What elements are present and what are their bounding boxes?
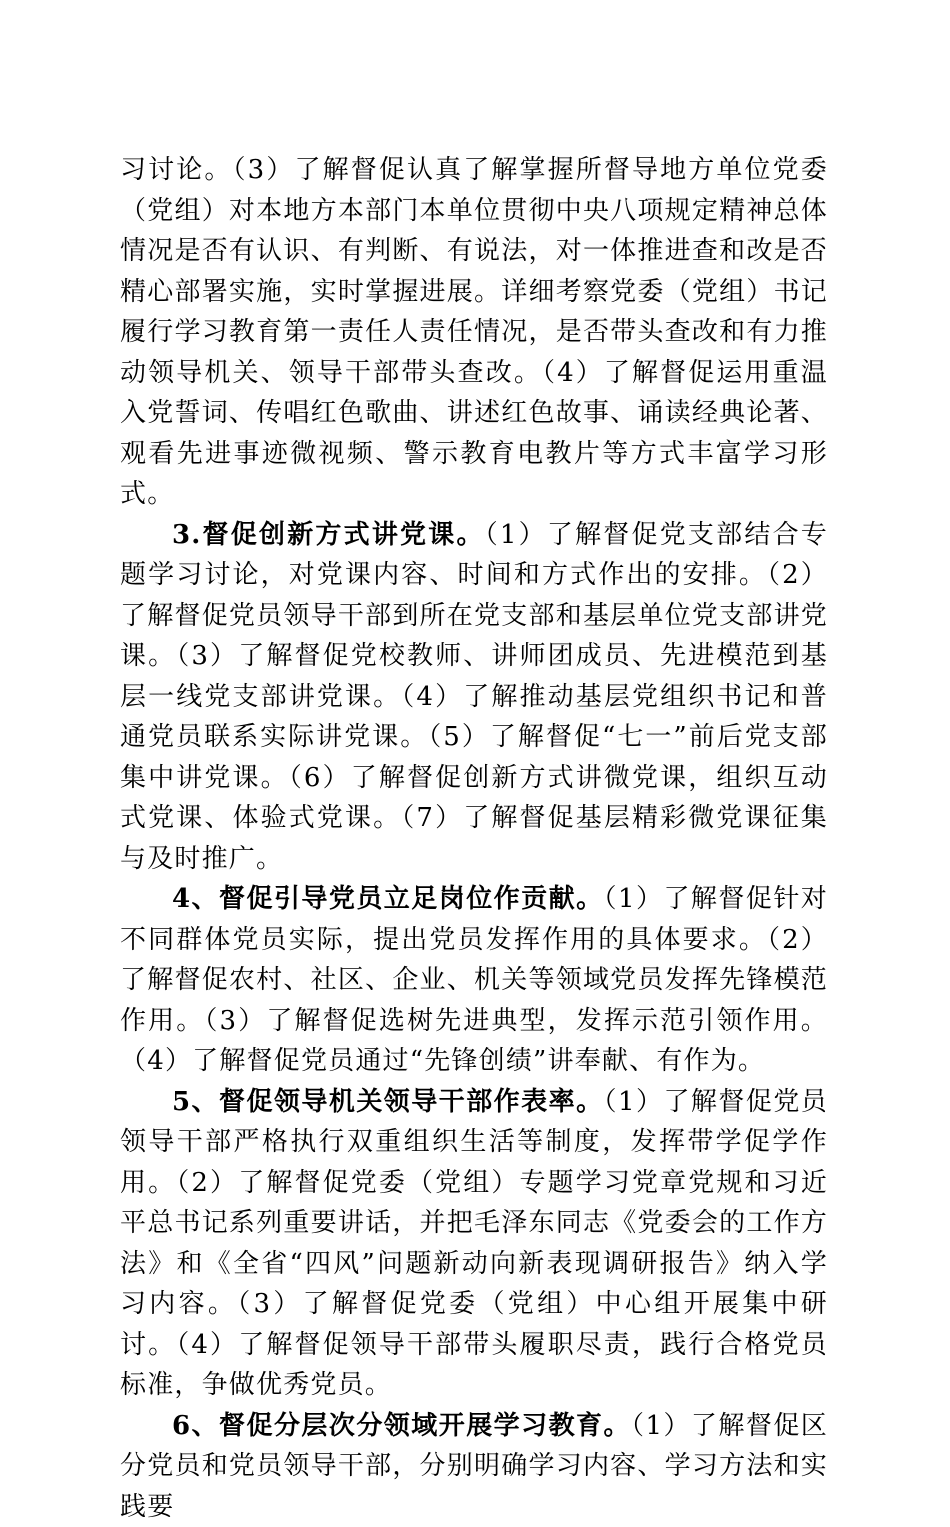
- paragraph-heading: 3.督促创新方式讲党课。: [172, 520, 485, 550]
- paragraph-item-6: [120, 1406, 828, 1527]
- paragraph-text: （1）了解督促区分党员和党员领导干部，分别明确学习内容、学习方法和实践要: [120, 1411, 828, 1522]
- paragraph-continuation: [120, 150, 828, 515]
- paragraph-heading: 6、督促分层次分领域开展学习教育。: [172, 1411, 631, 1441]
- paragraph-heading: 4、督促引导党员立足岗位作贡献。: [172, 884, 604, 914]
- paragraph-text: （1）了解督促党支部结合专题学习讨论，对党课内容、时间和方式作出的安排。（2）了解督促党员领导干部到所在党支部和基层单位党支部讲党课。（3）了解督促党校教师、讲师团成员、先进模范到基层一线党支部讲党课。（4）了解推动基层党组织书记和普通党员联系实际讲党课。（5）了解督促“七一”前后党支部集中讲党课。（6）了解督促创新方式讲微党课，组织互动式党课、体验式党课。（7）了解督促基层精彩微党课征集与及时推广。: [120, 520, 828, 874]
- paragraph-text: 习讨论。（3）了解督促认真了解掌握所督导地方单位党委（党组）对本地方本部门本单位贯彻中央八项规定精神总体情况是否有认识、有判断、有说法，对一体推进查和改是否精心部署实施，实时掌握进展。详细考察党委（党组）书记履行学习教育第一责任人责任情况，是否带头查改和有力推动领导机关、领导干部带头查改。（4）了解督促运用重温入党誓词、传唱红色歌曲、讲述红色故事、诵读经典论著、观看先进事迹微视频、警示教育电教片等方式丰富学习形式。: [120, 155, 828, 509]
- paragraph-item-4: [120, 879, 828, 1082]
- paragraph-item-5: [120, 1082, 828, 1406]
- document-body: [120, 150, 828, 1527]
- paragraph-text: （1）了解督促党员领导干部严格执行双重组织生活等制度，发挥带学促学作用。（2）了解督促党委（党组）专题学习党章党规和习近平总书记系列重要讲话，并把毛泽东同志《党委会的工作方法》和《全省“四风”问题新动向新表现调研报告》纳入学习内容。（3）了解督促党委（党组）中心组开展集中研讨。（4）了解督促领导干部带头履职尽责，践行合格党员标准，争做优秀党员。: [120, 1087, 828, 1401]
- paragraph-item-3: [120, 515, 828, 880]
- paragraph-heading: 5、督促领导机关领导干部作表率。: [172, 1087, 604, 1117]
- paragraph-text: （1）了解督促针对不同群体党员实际，提出党员发挥作用的具体要求。（2）了解督促农村、社区、企业、机关等领域党员发挥先锋模范作用。（3）了解督促选树先进典型，发挥示范引领作用。（4）了解督促党员通过“先锋创绩”讲奉献、有作为。: [120, 884, 828, 1076]
